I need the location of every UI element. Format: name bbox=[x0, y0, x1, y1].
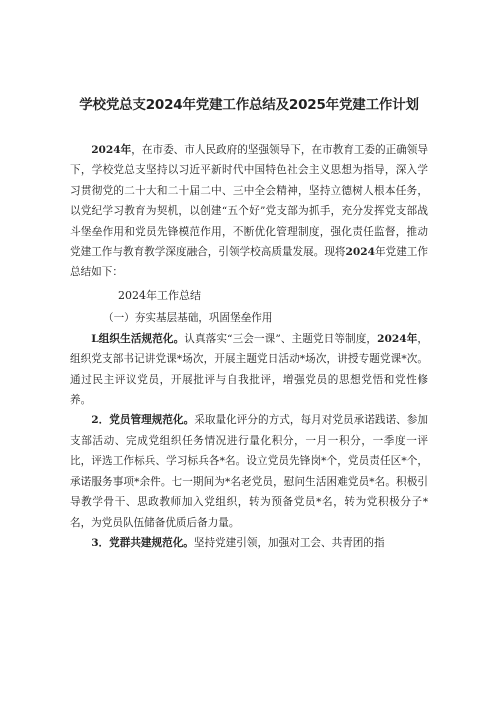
item-2-text: 采取量化评分的方式，每月对党员承诺践诺、参加支部活动、完成党组织任务情况进行量化积分，一月一积分，一季度一评比，评选工作标兵、学习标兵各*名。设立党员先锋岗*个，党员责任区*个，承诺服务事项*余件。七一期间为*名老党员，慰问生活困难党员*名。积极引导教学骨干、思政教师加入党组织，转为预备党员*名，转为党积极分子*名，为党员队伍储备优质后备力量。 bbox=[70, 414, 428, 529]
item-3-text: 坚持党建引领，加强对工会、共青团的指 bbox=[193, 536, 385, 549]
item-3-paragraph bbox=[70, 533, 428, 553]
item-1-label: L组织生活规范化。 bbox=[91, 332, 185, 345]
item-1-paragraph bbox=[70, 329, 428, 411]
subsection-heading: （一）夯实基层基础，巩固堡垒作用 bbox=[103, 311, 273, 324]
item-1-year: 2024年 bbox=[377, 332, 418, 345]
item-1-text-b: ，组织党支部书记讲党课*场次，开展主题党日活动*场次，讲授专题党课*次。通过民主评议党员，开展批评与自我批评，增强党员的思想党悟和党性修养。 bbox=[70, 332, 428, 407]
item-3-label: 3．党群共建规范化。 bbox=[91, 536, 194, 549]
document-title: 学校党总支2024年党建工作总结及2025年党建工作计划 bbox=[79, 97, 419, 113]
intro-paragraph bbox=[70, 140, 428, 283]
intro-tail: 年党建工作总结如下： bbox=[70, 246, 428, 279]
intro-lead: 2024年 bbox=[91, 144, 132, 156]
intro-year: 2024 bbox=[345, 246, 376, 259]
intro-text: ，在市委、市人民政府的坚强领导下，在市教育工委的正确领导下，学校党总支坚持以习近平新时代中国特色社会主义思想为指导，深入学习贯彻党的二十大和二十届二中、三中全会精神，坚持立德树人根本任务，以党纪学习教育为契机，以创建“五个好”党支部为抓手，充分发挥党支部战斗堡垒作用和党员先锋模范作用，不断优化管理制度，强化责任监督，推动党建工作与教育教学深度融合，引领学校高质量发展。现将 bbox=[70, 144, 428, 259]
section-heading: 2024年工作总结 bbox=[118, 288, 201, 302]
item-2-paragraph bbox=[70, 410, 428, 532]
document-body bbox=[70, 140, 428, 553]
item-1-text-a: 认真落实“三会一课”、主题党日等制度， bbox=[184, 332, 378, 345]
item-2-label: 2．党员管理规范化。 bbox=[91, 414, 195, 427]
